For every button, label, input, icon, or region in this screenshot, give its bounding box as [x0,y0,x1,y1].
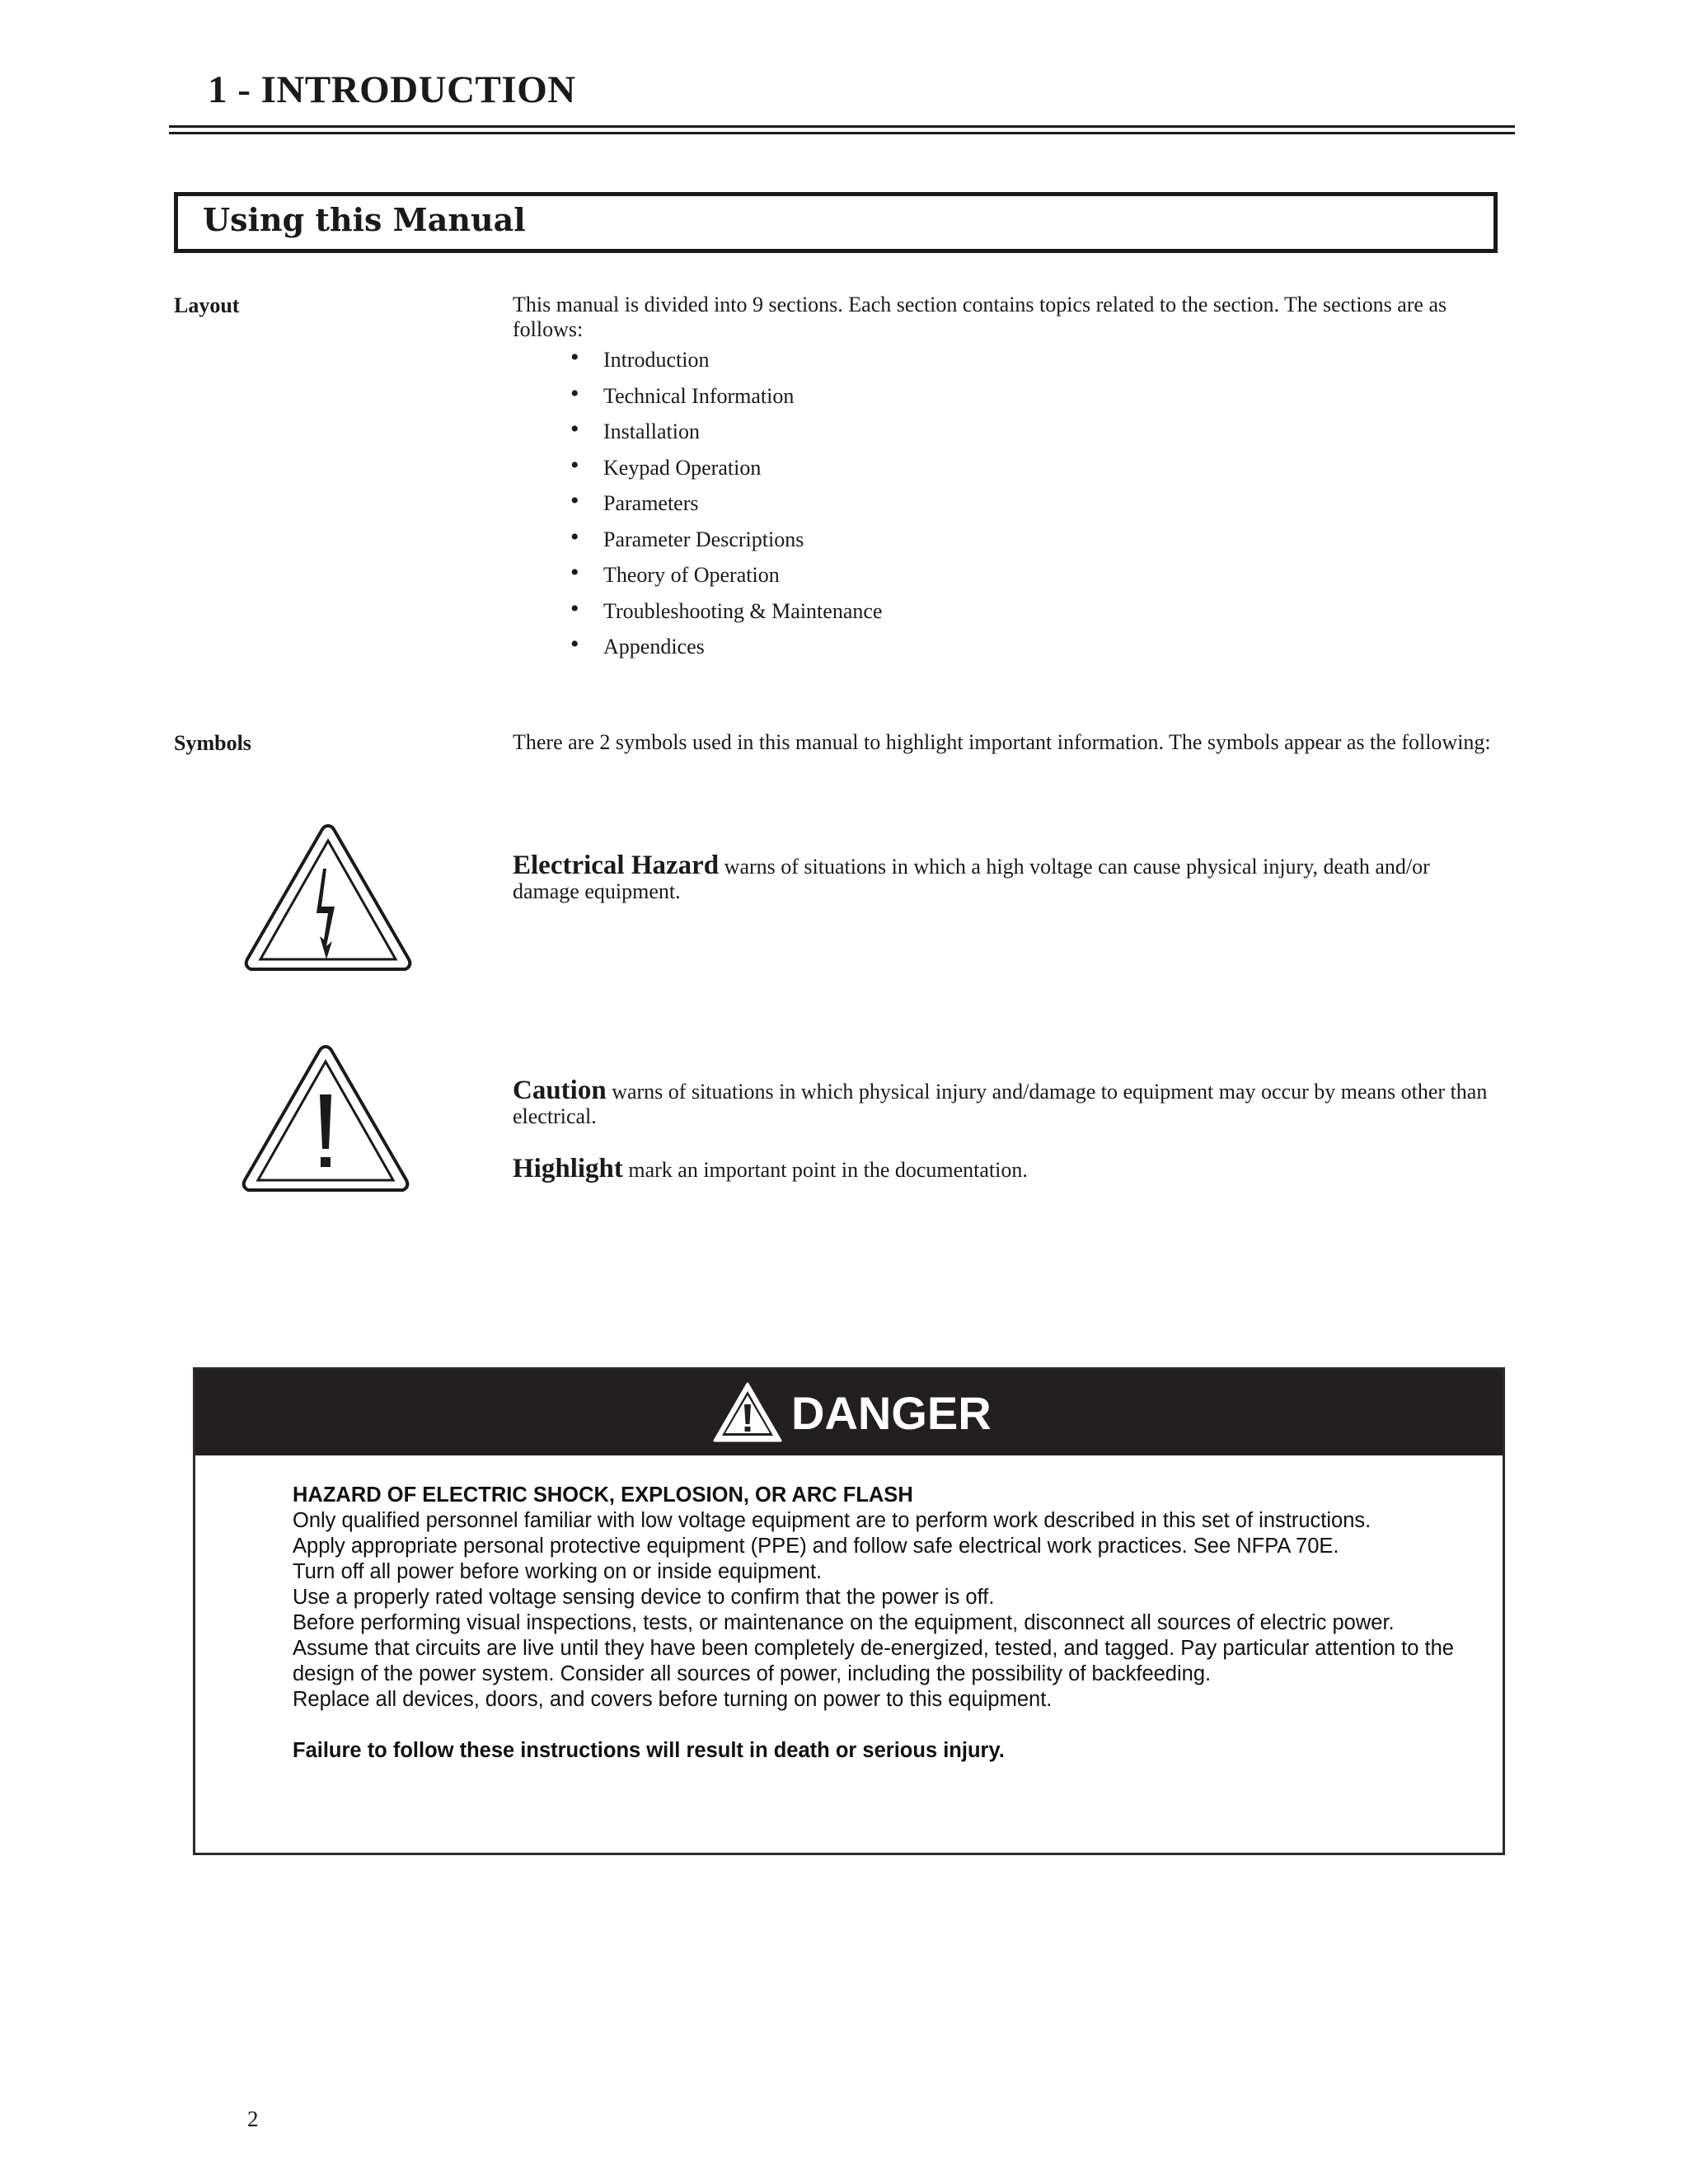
danger-warning-icon [712,1381,783,1444]
header-rule [169,132,1515,134]
danger-footer: Failure to follow these instructions will result in death or serious injury. [293,1739,1005,1762]
sections-list [569,346,882,669]
layout-label: Layout [174,293,240,317]
danger-line: Replace all devices, doors, and covers before turning on power to this equipment. [293,1688,1053,1711]
danger-line: Use a properly rated voltage sensing device to confirm that the power is off. [293,1586,995,1609]
list-item-label: Installation [603,419,700,443]
list-item-label: Parameter Descriptions [603,527,804,551]
list-item [569,451,882,490]
list-item [569,523,882,562]
symbols-intro: There are 2 symbols used in this manual to highlight important information. The symbols appear as the following: [513,730,1491,754]
bullet-icon: • [570,523,579,551]
highlight-term: Highlight [513,1154,623,1183]
list-item-label: Appendices [603,635,705,658]
danger-line: Apply appropriate personal protective equipment (PPE) and follow safe electrical work practices. See NFPA 70E. [293,1535,1339,1558]
bullet-icon: • [570,379,579,407]
list-item [569,379,882,419]
danger-line: Turn off all power before working on or inside equipment. [293,1560,823,1583]
list-item-label: Troubleshooting & Maintenance [603,598,883,623]
bullet-icon: • [570,487,579,514]
bullet-icon: • [570,594,579,622]
electrical-hazard-icon [241,821,415,977]
highlight-description [513,1156,1502,1183]
list-item-label: Theory of Operation [603,563,780,587]
list-item-label: Parameters [603,491,699,515]
list-item-label: Technical Information [603,383,795,408]
bullet-icon: • [570,559,579,586]
danger-line: Only qualified personnel familiar with low voltage equipment are to perform work described in this set of instructions. [293,1509,1372,1532]
page-number: 2 [247,2107,259,2131]
caution-term: Caution [513,1076,607,1105]
list-item [569,630,882,669]
layout-intro: This manual is divided into 9 sections. Each section contains topics related to the section. The sections are as follows: [513,293,1447,341]
bullet-icon: • [570,630,579,658]
chapter-title: 1 - INTRODUCTION [208,68,576,111]
danger-title: DANGER [791,1387,992,1439]
bullet-icon: • [570,415,579,443]
danger-content [293,1483,1488,1764]
caution-icon [238,1042,413,1198]
caution-description [513,1078,1502,1129]
electrical-hazard-text: warns of situations in which a high voltage can cause physical injury, death and/or damage equipment. [513,855,1430,903]
header-rule [169,125,1515,128]
electrical-hazard-description [513,853,1502,904]
symbols-label: Symbols [174,731,251,755]
list-item [569,415,882,454]
list-item-label: Keypad Operation [603,455,762,480]
list-item-label: Introduction [603,348,710,372]
highlight-text: mark an important point in the documentation. [628,1158,1028,1182]
list-item [569,487,882,526]
list-item [569,346,882,382]
electrical-hazard-term: Electrical Hazard [513,851,720,880]
list-item [569,594,883,634]
bullet-icon: • [570,344,579,371]
danger-heading: HAZARD OF ELECTRIC SHOCK, EXPLOSION, OR ARC FLASH [293,1483,913,1507]
caution-text: warns of situations in which physical injury and/damage to equipment may occur by means other than electrical. [513,1080,1488,1128]
bullet-icon: • [570,451,579,479]
section-title: Using this Manual [203,201,526,238]
danger-line: Assume that circuits are live until they have been completely de-energized, tested, and tagged. Pay particular attention to the design of the power system. Consider all sources of power, including the possibility of backfeeding. [293,1637,1454,1685]
list-item [569,561,882,598]
danger-line: Before performing visual inspections, tests, or maintenance on the equipment, disconnect all sources of electric power. [293,1611,1395,1634]
